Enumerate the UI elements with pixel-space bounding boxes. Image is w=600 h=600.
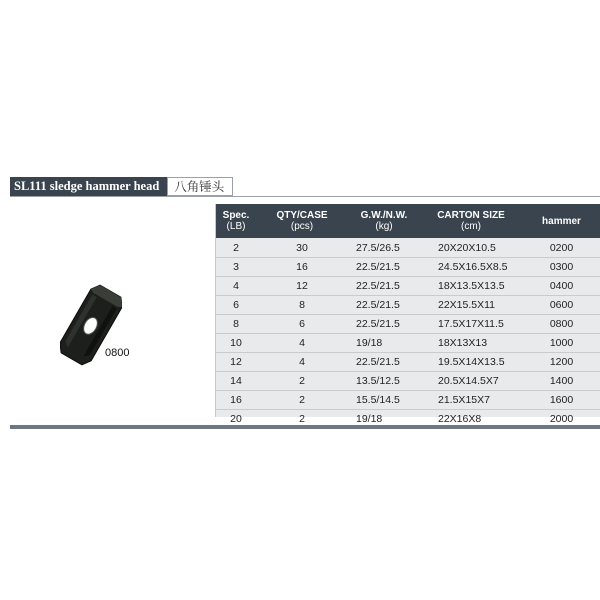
carton-size-cell: 22X15.5X11	[438, 299, 496, 311]
qty-cell: 30	[296, 242, 308, 254]
weight-cell: 27.5/26.5	[356, 242, 400, 254]
table-row	[216, 353, 600, 372]
header-weight: G.W./N.W. (kg)	[360, 210, 408, 232]
spec-cell: 4	[233, 280, 239, 292]
weight-cell: 13.5/12.5	[356, 375, 400, 387]
product-title-bar	[10, 177, 233, 196]
weight-cell: 22.5/21.5	[356, 261, 400, 273]
carton-size-cell: 18X13X13	[438, 337, 488, 349]
spec-cell: 16	[230, 394, 242, 406]
hammer-code-cell: 1400	[549, 375, 574, 387]
qty-cell: 16	[296, 261, 308, 273]
weight-cell: 22.5/21.5	[356, 318, 400, 330]
header-spec: Spec. (LB)	[222, 210, 250, 232]
hammer-code-cell: 0200	[549, 242, 574, 254]
header-hammer: hammer	[542, 215, 581, 227]
header-qty-case: QTY/CASE (pcs)	[276, 210, 328, 232]
carton-size-cell: 17.5X17X11.5	[438, 318, 504, 330]
spec-cell: 12	[230, 356, 242, 368]
qty-cell: 4	[299, 337, 305, 349]
spec-cell: 2	[233, 242, 239, 254]
spec-cell: 3	[233, 261, 239, 273]
carton-size-cell: 19.5X14X13.5	[438, 356, 505, 368]
hammer-code-cell: 1200	[549, 356, 574, 368]
spec-cell: 20	[230, 413, 242, 425]
product-image-label: 0800	[105, 347, 130, 359]
carton-size-cell: 22X16X8	[438, 413, 482, 425]
qty-cell: 2	[299, 413, 305, 425]
spec-table-header	[216, 204, 600, 238]
hammer-code-cell: 2000	[549, 413, 574, 425]
qty-cell: 8	[299, 299, 305, 311]
hammer-code-cell: 0400	[549, 280, 574, 292]
qty-cell: 6	[299, 318, 305, 330]
qty-cell: 2	[299, 394, 305, 406]
table-row	[216, 258, 600, 277]
weight-cell: 19/18	[356, 413, 383, 425]
hammer-code-cell: 0300	[549, 261, 574, 273]
header-carton-size: CARTON SIZE (cm)	[437, 210, 505, 232]
spec-cell: 6	[233, 299, 239, 311]
product-subtitle: 八角锤头	[167, 177, 233, 196]
spec-table-body	[216, 238, 600, 428]
qty-cell: 2	[299, 375, 305, 387]
table-row	[216, 334, 600, 353]
table-row	[216, 277, 600, 296]
table-row	[216, 315, 600, 334]
hammer-code-cell: 0800	[549, 318, 574, 330]
weight-cell: 15.5/14.5	[356, 394, 400, 406]
weight-cell: 22.5/21.5	[356, 299, 400, 311]
footer-bar	[10, 425, 600, 429]
product-title: SL111 sledge hammer head	[10, 177, 167, 196]
carton-size-cell: 24.5X16.5X8.5	[438, 261, 508, 273]
hammer-code-cell: 1600	[549, 394, 574, 406]
spec-cell: 10	[230, 337, 242, 349]
carton-size-cell: 20.5X14.5X7	[438, 375, 499, 387]
title-divider	[10, 196, 600, 197]
hammer-code-cell: 1000	[549, 337, 574, 349]
qty-cell: 12	[296, 280, 308, 292]
weight-cell: 19/18	[356, 337, 383, 349]
table-row	[216, 296, 600, 315]
table-row	[216, 372, 600, 391]
hammer-code-cell: 0600	[549, 299, 574, 311]
weight-cell: 22.5/21.5	[356, 356, 400, 368]
qty-cell: 4	[299, 356, 305, 368]
table-row	[216, 239, 600, 258]
carton-size-cell: 20X20X10.5	[438, 242, 496, 254]
weight-cell: 22.5/21.5	[356, 280, 400, 292]
table-row	[216, 391, 600, 410]
carton-size-cell: 18X13.5X13.5	[438, 280, 505, 292]
carton-size-cell: 21.5X15X7	[438, 394, 490, 406]
spec-cell: 8	[233, 318, 239, 330]
spec-cell: 14	[230, 375, 242, 387]
spec-table	[215, 204, 600, 425]
